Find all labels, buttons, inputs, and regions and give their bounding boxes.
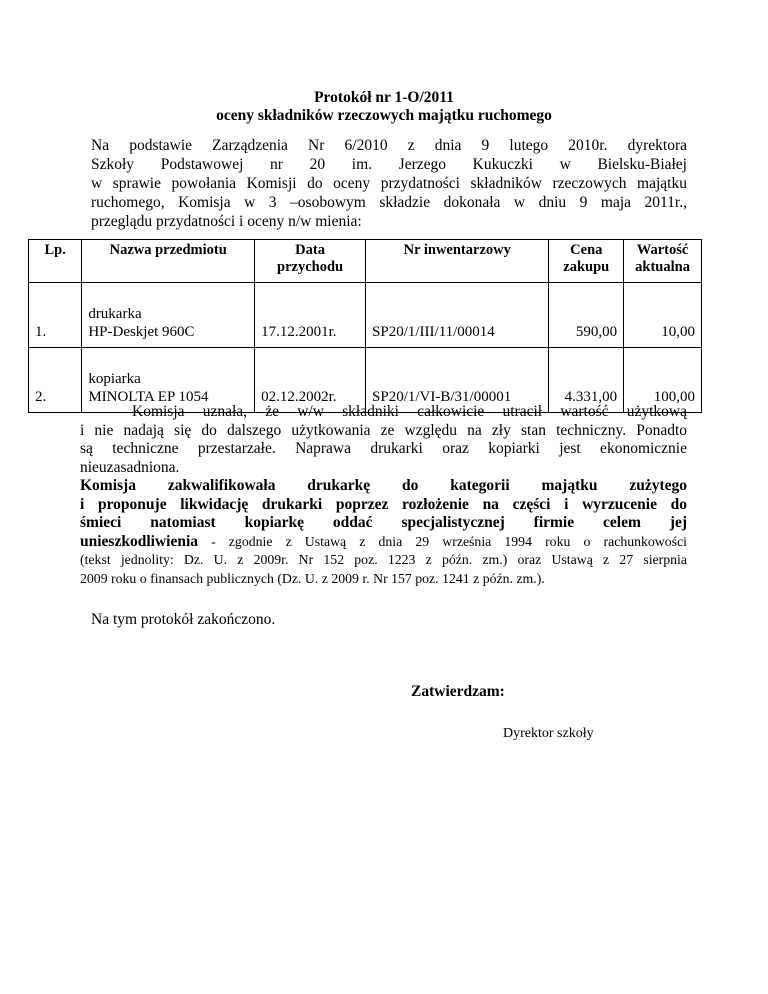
legal-reference: - zgodnie z Ustawą z dnia 29 września 1994 roku o rachunkowości	[198, 533, 687, 549]
bold-term: unieszkodliwienia	[80, 532, 198, 550]
cell-lp: 2.	[29, 348, 82, 413]
document-title: Protokół nr 1-O/2011	[314, 89, 454, 106]
header-current-value: Wartość aktualna	[624, 240, 702, 283]
intro-line: w sprawie powołania Komisji do oceny przydatności składników rzeczowych majątku	[91, 175, 687, 192]
signatory-label: Dyrektor szkoły	[503, 726, 594, 741]
inventory-table	[28, 239, 702, 413]
header-price: Cena zakupu	[549, 240, 624, 283]
intro-paragraph	[91, 136, 687, 231]
cell-inventory-number: SP20/1/III/11/00014	[366, 283, 549, 348]
body-line-bold: Komisja zakwalifikowała drukarkę do kategorii majątku zużytego	[80, 477, 687, 494]
cell-price: 4.331,00	[549, 348, 624, 413]
cell-current-value: 100,00	[624, 348, 702, 413]
header-name: Nazwa przedmiotu	[82, 240, 255, 283]
intro-line: ruchomego, Komisja w 3 –osobowym składzie dokonała w dniu 9 maja 2011r.,	[91, 194, 687, 211]
document-subtitle: oceny składników rzeczowych majątku ruchomego	[216, 107, 552, 124]
intro-line: przeglądu przydatności i oceny n/w mienia:	[91, 213, 362, 230]
intro-line: Na podstawie Zarządzenia Nr 6/2010 z dnia 9 lutego 2010r. dyrektora	[91, 137, 687, 154]
header-lp: Lp.	[29, 240, 82, 283]
body-line: są techniczne przestarzałe. Naprawa drukarki oraz kopiarki jest ekonomicznie	[80, 440, 687, 457]
decision-text	[80, 403, 687, 588]
table-header-row	[29, 240, 702, 283]
header-inventory-number: Nr inwentarzowy	[366, 240, 549, 283]
body-line: i nie nadają się do dalszego użytkowania ze względu na zły stan techniczny. Ponadto	[80, 421, 687, 439]
body-line: (tekst jednolity: Dz. U. z 2009r. Nr 152 poz. 1223 z późn. zm.) oraz Ustawą z 27 sierpnia	[80, 552, 687, 567]
body-line: nieuzasadniona.	[80, 458, 180, 476]
intro-line: Szkoły Podstawowej nr 20 im. Jerzego Kukuczki w Bielsku-Białej	[91, 156, 687, 173]
body-line	[80, 533, 687, 552]
body-line: 2009 roku o finansach publicznych (Dz. U. z 2009 r. Nr 157 poz. 1241 z późn. zm.).	[80, 570, 545, 586]
cell-current-value: 10,00	[624, 283, 702, 348]
cell-price: 590,00	[549, 283, 624, 348]
cell-lp: 1.	[29, 283, 82, 348]
table-row	[29, 283, 702, 348]
body-line-bold: śmieci natomiast kopiarkę oddać specjalistycznej firmie celem jej	[80, 514, 687, 531]
cell-name: drukarka HP-Deskjet 960C	[82, 283, 255, 348]
cell-date: 17.12.2001r.	[255, 283, 366, 348]
header-date: Data przychodu	[255, 240, 366, 283]
cell-inventory-number: SP20/1/VI-B/31/00001	[366, 348, 549, 413]
cell-name: kopiarka MINOLTA EP 1054	[82, 348, 255, 413]
approval-label: Zatwierdzam:	[411, 683, 505, 700]
cell-date: 02.12.2002r.	[255, 348, 366, 413]
closing-text: Na tym protokół zakończono.	[91, 611, 276, 628]
body-line-bold: i proponuje likwidację drukarki poprzez rozłożenie na części i wyrzucenie do	[80, 495, 687, 513]
body-line: Komisja uznała, że w/w składniki całkowicie utracił wartość użytkową	[132, 403, 687, 420]
